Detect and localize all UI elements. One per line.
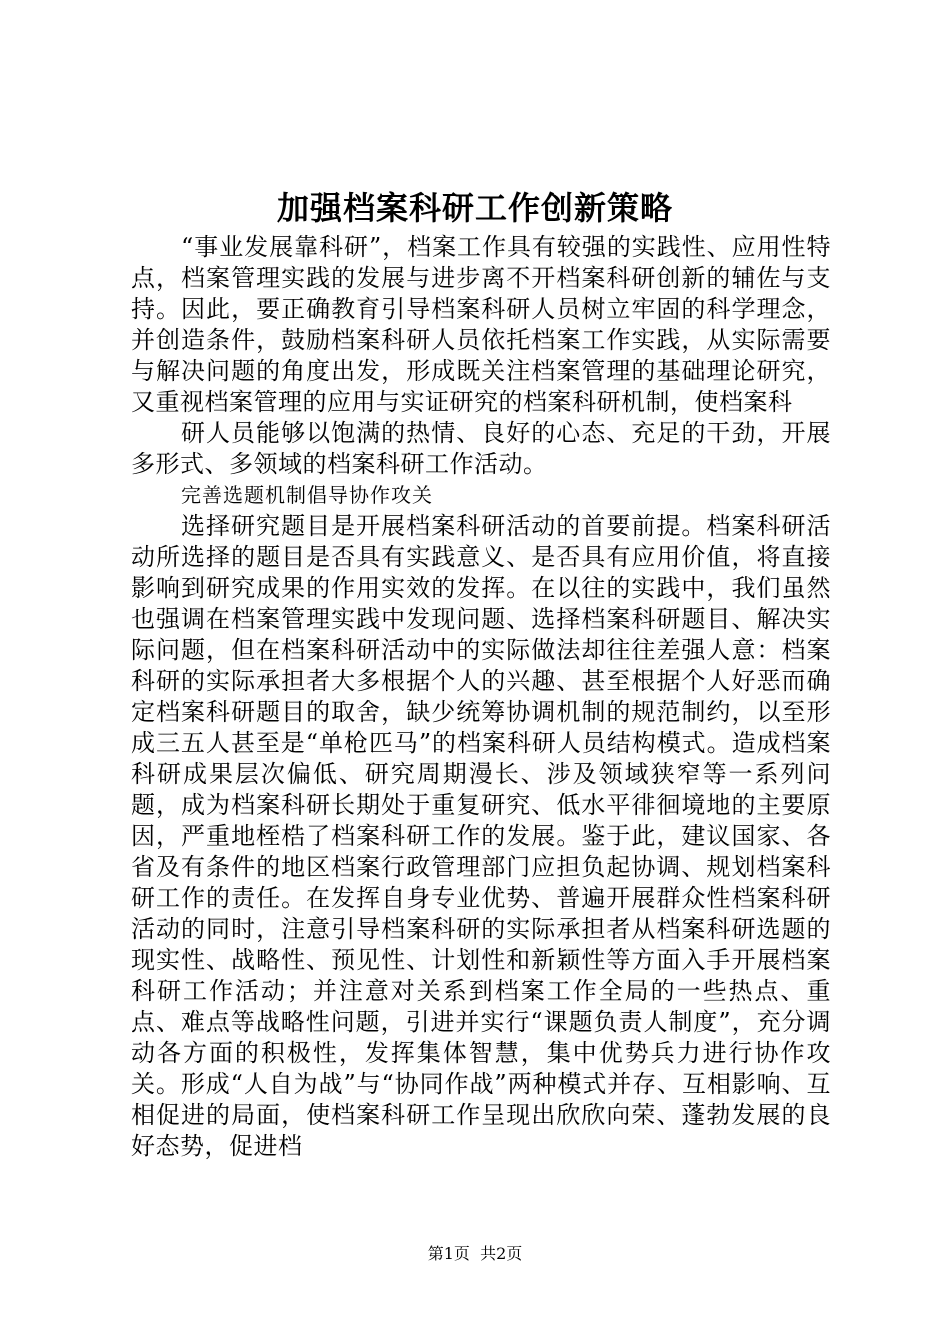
- page-footer: [0, 1243, 950, 1265]
- intro-paragraph-1: “事业发展靠科研”，档案工作具有较强的实践性、应用性特点，档案管理实践的发展与进步离不开档案科研创新的辅佐与支持。因此，要正确教育引导档案科研人员树立牢固的科学理念，并创造条件，鼓励档案科研人员依托档案工作实践，从实际需要与解决问题的角度出发，形成既关注档案管理的基础理论研究，又重视档案管理的应用与实证研究的档案科研机制，使档案科: [131, 233, 831, 416]
- section-heading: 完善选题机制倡导协作攻关: [181, 483, 433, 507]
- document-body: [131, 232, 831, 1162]
- page-number-label: 第1页 共2页: [427, 1244, 523, 1263]
- document-title: 加强档案科研工作创新策略: [276, 189, 673, 227]
- section-paragraph: 选择研究题目是开展档案科研活动的首要前提。档案科研活动所选择的题目是否具有实践意义、是否具有应用价值，将直接影响到研究成果的作用实效的发挥。在以往的实践中，我们虽然也强调在档案管理实践中发现问题、选择档案科研题目、解决实际问题，但在档案科研活动中的实际做法却往往差强人意：档案科研的实际承担者大多根据个人的兴趣、甚至根据个人好恶而确定档案科研题目的取舍，缺少统筹协调机制的规范制约，以至形成三五人甚至是“单枪匹马”的档案科研人员结构模式。造成档案科研成果层次偏低、研究周期漫长、涉及领域狭窄等一系列问题，成为档案科研长期处于重复研究、低水平徘徊境地的主要原因，严重地桎梏了档案科研工作的发展。鉴于此，建议国家、各省及有条件的地区档案行政管理部门应担负起协调、规划档案科研工作的责任。在发挥自身专业优势、普遍开展群众性档案科研活动的同时，注意引导档案科研的实际承担者从档案科研选题的现实性、战略性、预见性、计划性和新颖性等方面入手开展档案科研工作活动；并注意对关系到档案工作全局的一些热点、重点、难点等战略性问题，引进并实行“课题负责人制度”，充分调动各方面的积极性，发挥集体智慧，集中优势兵力进行协作攻关。形成“人自为战”与“协同作战”两种模式并存、互相影响、互相促进的局面，使档案科研工作呈现出欣欣向荣、蓬勃发展的良好态势，促进档: [131, 512, 831, 1160]
- intro-paragraph-2: 研人员能够以饱满的热情、良好的心态、充足的干劲，开展多形式、多领域的档案科研工作活动。: [131, 419, 831, 478]
